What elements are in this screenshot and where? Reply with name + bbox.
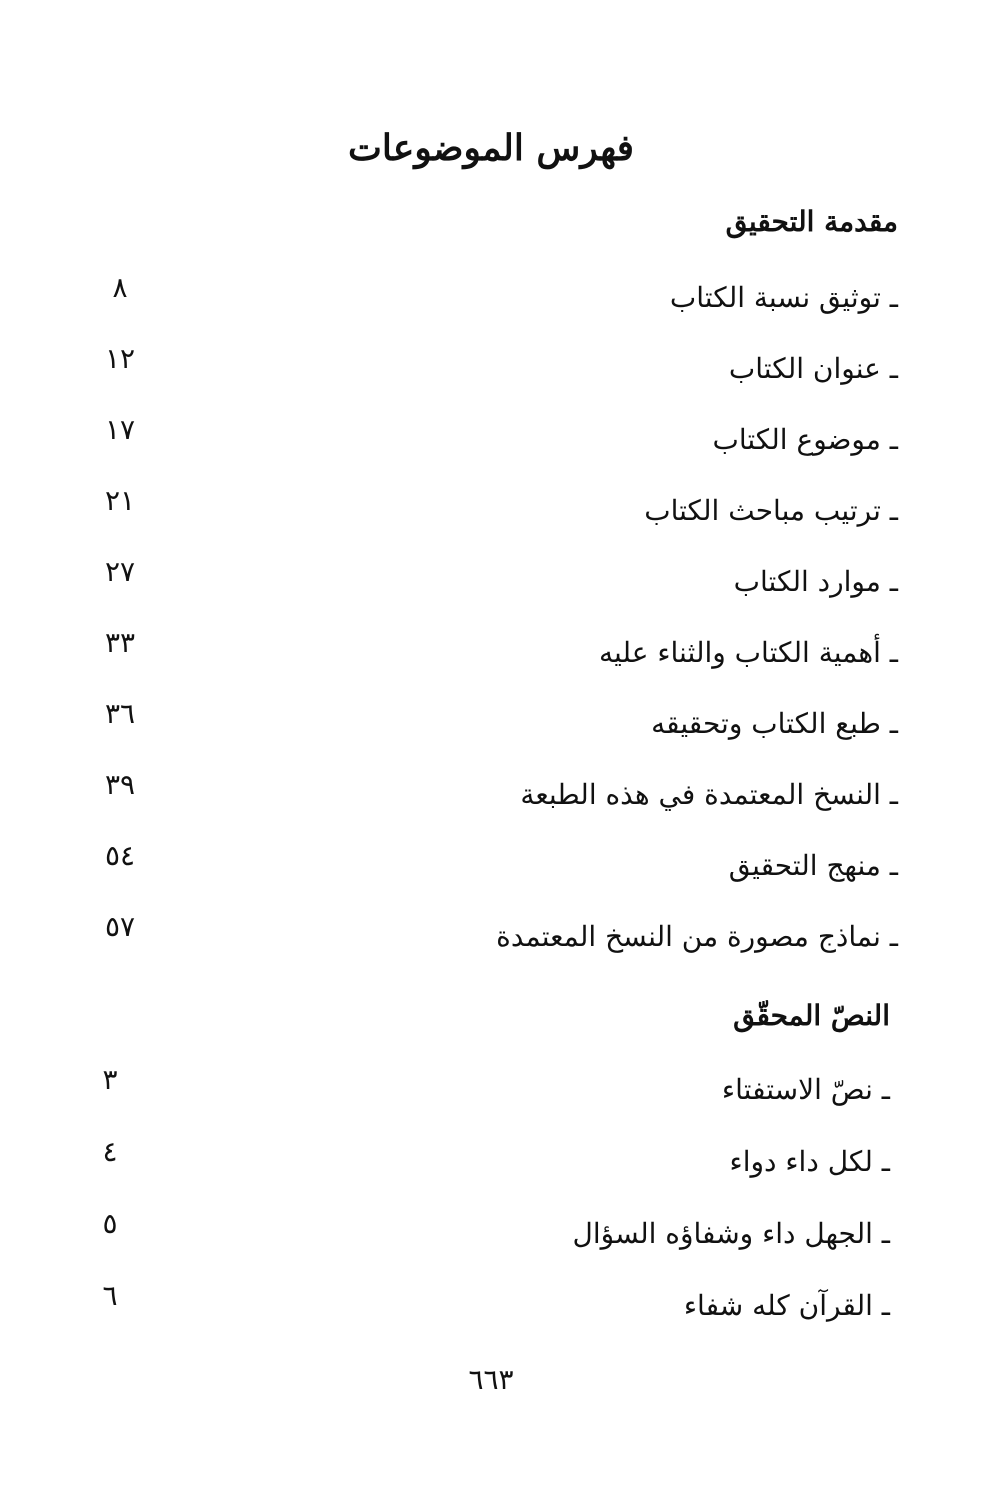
toc-entry — [90, 484, 898, 535]
toc-entry — [90, 910, 898, 961]
toc-entry — [90, 555, 898, 606]
page-number: ٦٦٣ — [468, 1363, 514, 1396]
toc-entry — [90, 342, 898, 393]
entry-title: ـ القرآن كله شفاء — [683, 1289, 890, 1322]
toc-entry — [90, 413, 898, 464]
entry-title: ـ نماذج مصورة من النسخ المعتمدة — [496, 920, 898, 953]
entry-page-number: ٨ — [112, 271, 128, 304]
entry-title: ـ النسخ المعتمدة في هذه الطبعة — [520, 778, 898, 811]
entry-title: ـ لكل داء دواء — [729, 1145, 890, 1178]
entry-title: ـ طبع الكتاب وتحقيقه — [651, 707, 898, 740]
entry-title: ـ نصّ الاستفتاء — [721, 1073, 890, 1106]
entry-title: ـ موارد الكتاب — [733, 565, 898, 598]
entry-page-number: ٣٣ — [104, 626, 136, 659]
toc-entry — [80, 1279, 890, 1330]
entry-page-number: ٥٤ — [104, 839, 136, 872]
entry-title: ـ عنوان الكتاب — [728, 352, 898, 385]
section-heading: النصّ المحقّق — [733, 999, 890, 1032]
toc-entry — [80, 1135, 890, 1186]
entry-title: ـ ترتيب مباحث الكتاب — [644, 494, 898, 527]
entry-page-number: ٢١ — [104, 484, 136, 517]
entry-page-number: ٢٧ — [104, 555, 136, 588]
toc-entry — [80, 1063, 890, 1114]
entry-page-number: ٣٩ — [104, 768, 136, 801]
toc-entry — [90, 626, 898, 677]
toc-entry — [90, 768, 898, 819]
entry-page-number: ٦ — [102, 1279, 118, 1312]
entry-page-number: ٣٦ — [104, 697, 136, 730]
entry-page-number: ٤ — [102, 1135, 118, 1168]
entry-page-number: ١٧ — [104, 413, 136, 446]
entry-title: ـ أهمية الكتاب والثناء عليه — [599, 636, 898, 669]
entry-page-number: ٣ — [102, 1063, 118, 1096]
toc-entry — [80, 1207, 890, 1258]
entry-title: ـ توثيق نسبة الكتاب — [669, 281, 898, 314]
entry-page-number: ٥٧ — [104, 910, 136, 943]
entry-page-number: ١٢ — [104, 342, 136, 375]
toc-entry — [90, 839, 898, 890]
toc-entry — [90, 697, 898, 748]
section-heading: مقدمة التحقيق — [725, 205, 898, 238]
entry-title: ـ الجهل داء وشفاؤه السؤال — [572, 1217, 890, 1250]
entry-title: ـ موضوع الكتاب — [712, 423, 898, 456]
page-title: فهرس الموضوعات — [347, 127, 635, 169]
entry-title: ـ منهج التحقيق — [728, 849, 898, 882]
toc-entry — [90, 271, 898, 322]
entry-page-number: ٥ — [102, 1207, 118, 1240]
